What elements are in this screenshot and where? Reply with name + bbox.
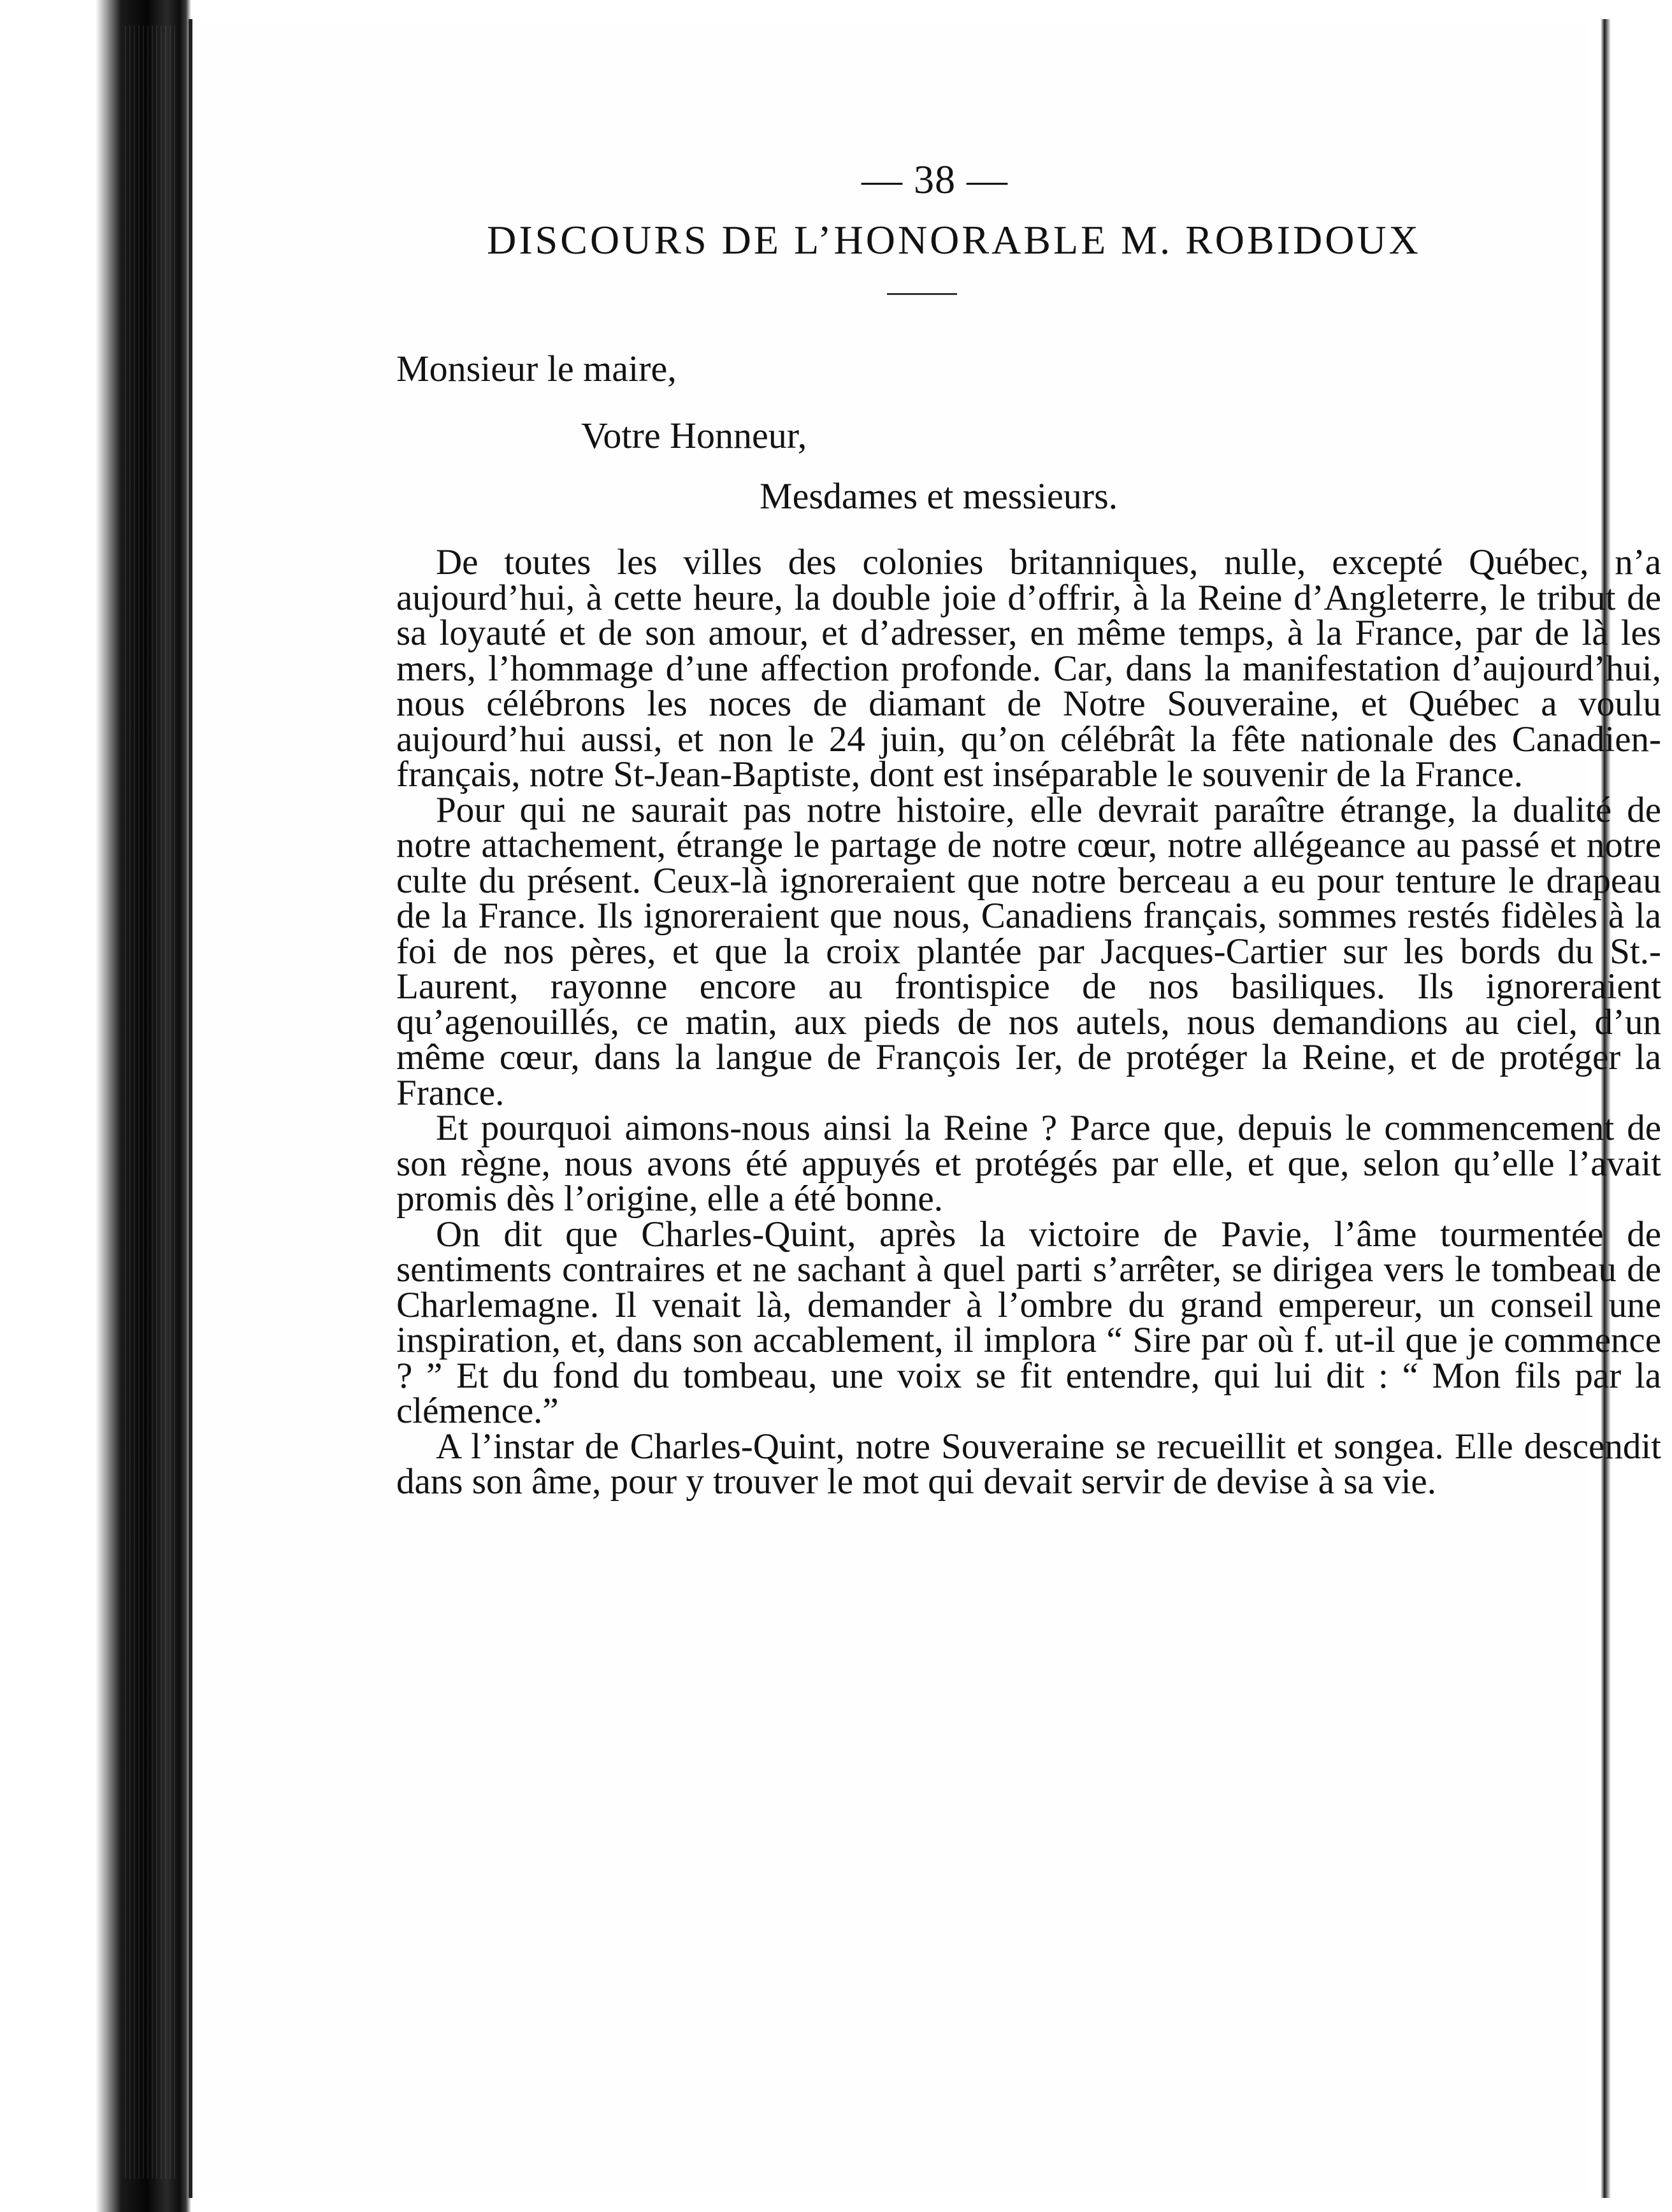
salutation-line: Mesdames et messieurs. [760, 475, 1118, 517]
paragraph: Et pourquoi aimons-nous ainsi la Reine ? Parce que, depuis le commencement de son règne, nous avons été appuyés et protégés par elle, et que, selon qu’elle l’avait promis dès l’origine, elle a été bonne. [396, 1108, 1661, 1219]
paragraph: On dit que Charles-Quint, après la victoire de Pavie, l’âme tourmentée de sentiments contraires et ne sachant à quel parti s’arrêter, se dirigea vers le tombeau de Charlemagne. Il venait là, demander à l’ombre du grand empereur, un conseil une inspiration, et, dans son accablement, il implora “ Sire par où f. ut-il que je commence ? ” Et du fond du tombeau, une voix se fit entendre, qui lui dit : “ Mon fils par la clémence.” [396, 1214, 1661, 1431]
paragraph: Pour qui ne saurait pas notre histoire, elle devrait paraître étrange, la dualité de notre attachement, étrange le partage de notre cœur, notre allégeance au passé et notre culte du présent. Ceux-là ignoreraient que notre berceau a eu pour tenture le drapeau de la France. Ils ignoreraient que nous, Canadiens français, sommes restés fidèles à la foi de nos pères, et que la croix plantée par Jacques-Cartier sur les bords du St.-Laurent, rayonne encore au frontispice de nos basiliques. Ils ignoreraient qu’agenouillés, ce matin, aux pieds de nos autels, nous demandions au ciel, d’un même cœur, dans la langue de François Ier, de protéger la Reine, et de protéger la France. [396, 789, 1661, 1113]
page-number: — 38 — [861, 157, 1008, 202]
speech-body [396, 542, 1661, 1502]
salutation-line: Votre Honneur, [581, 415, 807, 456]
paragraph: De toutes les villes des colonies britanniques, nulle, excepté Québec, n’a aujourd’hui, à cette heure, la double joie d’offrir, à la Reine d’Angleterre, le tribut de sa loyauté et de son amour, et d’adresser, en même temps, à la France, par de là les mers, l’hommage d’une affection profonde. Car, dans la manifestation d’aujourd’hui, nous célébrons les noces de diamant de Notre Souveraine, et Québec a voulu aujourd’hui aussi, et non le 24 juin, qu’on célébrât la fête nationale des Canadien-français, notre St-Jean-Baptiste, dont est inséparable le souvenir de la France. [396, 542, 1661, 794]
book-page [192, 25, 1661, 2192]
paragraph: A l’instar de Charles-Quint, notre Souveraine se recueillit et songea. Elle descendit dans son âme, pour y trouver le mot qui devait servir de devise à sa vie. [396, 1426, 1661, 1502]
title-rule [887, 293, 957, 295]
page-stack-edge [125, 25, 176, 2179]
salutation-line: Monsieur le maire, [396, 348, 677, 389]
page-title: DISCOURS DE L’HONORABLE M. ROBIDOUX [487, 217, 1421, 262]
